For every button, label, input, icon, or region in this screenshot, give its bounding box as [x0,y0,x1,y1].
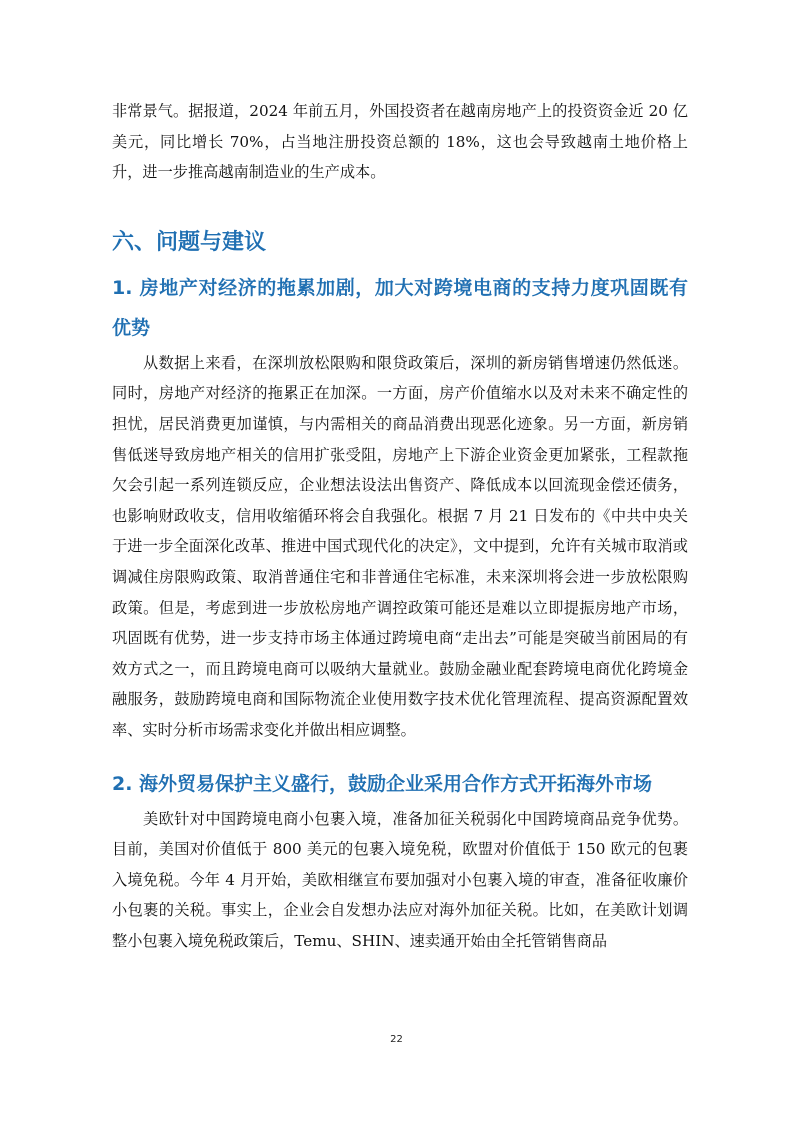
paragraph-real-estate-analysis: 从数据上来看，在深圳放松限购和限贷政策后，深圳的新房销售增速仍然低迷。同时，房地产对经济的拖累正在加深。一方面，房产价值缩水以及对未来不确定性的担忧，居民消费更加谨慎，与内需相关的商品消费出现恶化迹象。另一方面，新房销售低迷导致房地产相关的信用扩张受阻，房地产上下游企业资金更加紧张，工程款拖欠会引起一系列连锁反应，企业想法设法出售资产、降低成本以回流现金偿还债务，也影响财政收支，信用收缩循环将会自我强化。根据 7 月 21 日发布的《中共中央关于进一步全面深化改革、推进中国式现代化的决定》，文中提到，允许有关城市取消或调减住房限购政策、取消普通住宅和非普通住宅标准，未来深圳将会进一步放松限购政策。但是，考虑到进一步放松房地产调控政策可能还是难以立即提振房地产市场，巩固既有优势，进一步支持市场主体通过跨境电商“走出去”可能是突破当前困局的有效方式之一，而且跨境电商可以吸纳大量就业。鼓励金融业配套跨境电商优化跨境金融服务，鼓励跨境电商和国际物流企业使用数字技术优化管理流程、提高资源配置效率、实时分析市场需求变化并做出相应调整。 [112,353,688,739]
page-body [112,96,688,956]
page-number: 22 [390,1034,403,1045]
section-title-issues-and-suggestions: 六、问题与建议 [112,229,267,255]
paragraph-trade-protectionism: 美欧针对中国跨境电商小包裹入境，准备加征关税弱化中国跨境商品竞争优势。目前，美国对价值低于 800 美元的包裹入境免税，欧盟对价值低于 150 欧元的包裹入境免税。今年 4 月开始，美欧相继宣布要加强对小包裹入境的审查，准备征收廉价小包裹的关税。事实上，企业会自发想办法应对海外加征关税。比如，在美欧计划调整小包裹入境免税政策后，Temu、SHIN、速卖通开始由全托管销售商品 [112,809,688,950]
paragraph-vietnam-real-estate: 非常景气。据报道，2024 年前五月，外国投资者在越南房地产上的投资资金近 20 亿美元，同比增长 70%，占当地注册投资总额的 18%，这也会导致越南土地价格上升，进一步推高越南制造业的生产成本。 [112,102,688,182]
subsection-title-real-estate: 1. 房地产对经济的拖累加剧，加大对跨境电商的支持力度巩固既有优势 [112,276,688,339]
subsection-title-trade-protectionism: 2. 海外贸易保护主义盛行，鼓励企业采用合作方式开拓海外市场 [112,772,653,795]
